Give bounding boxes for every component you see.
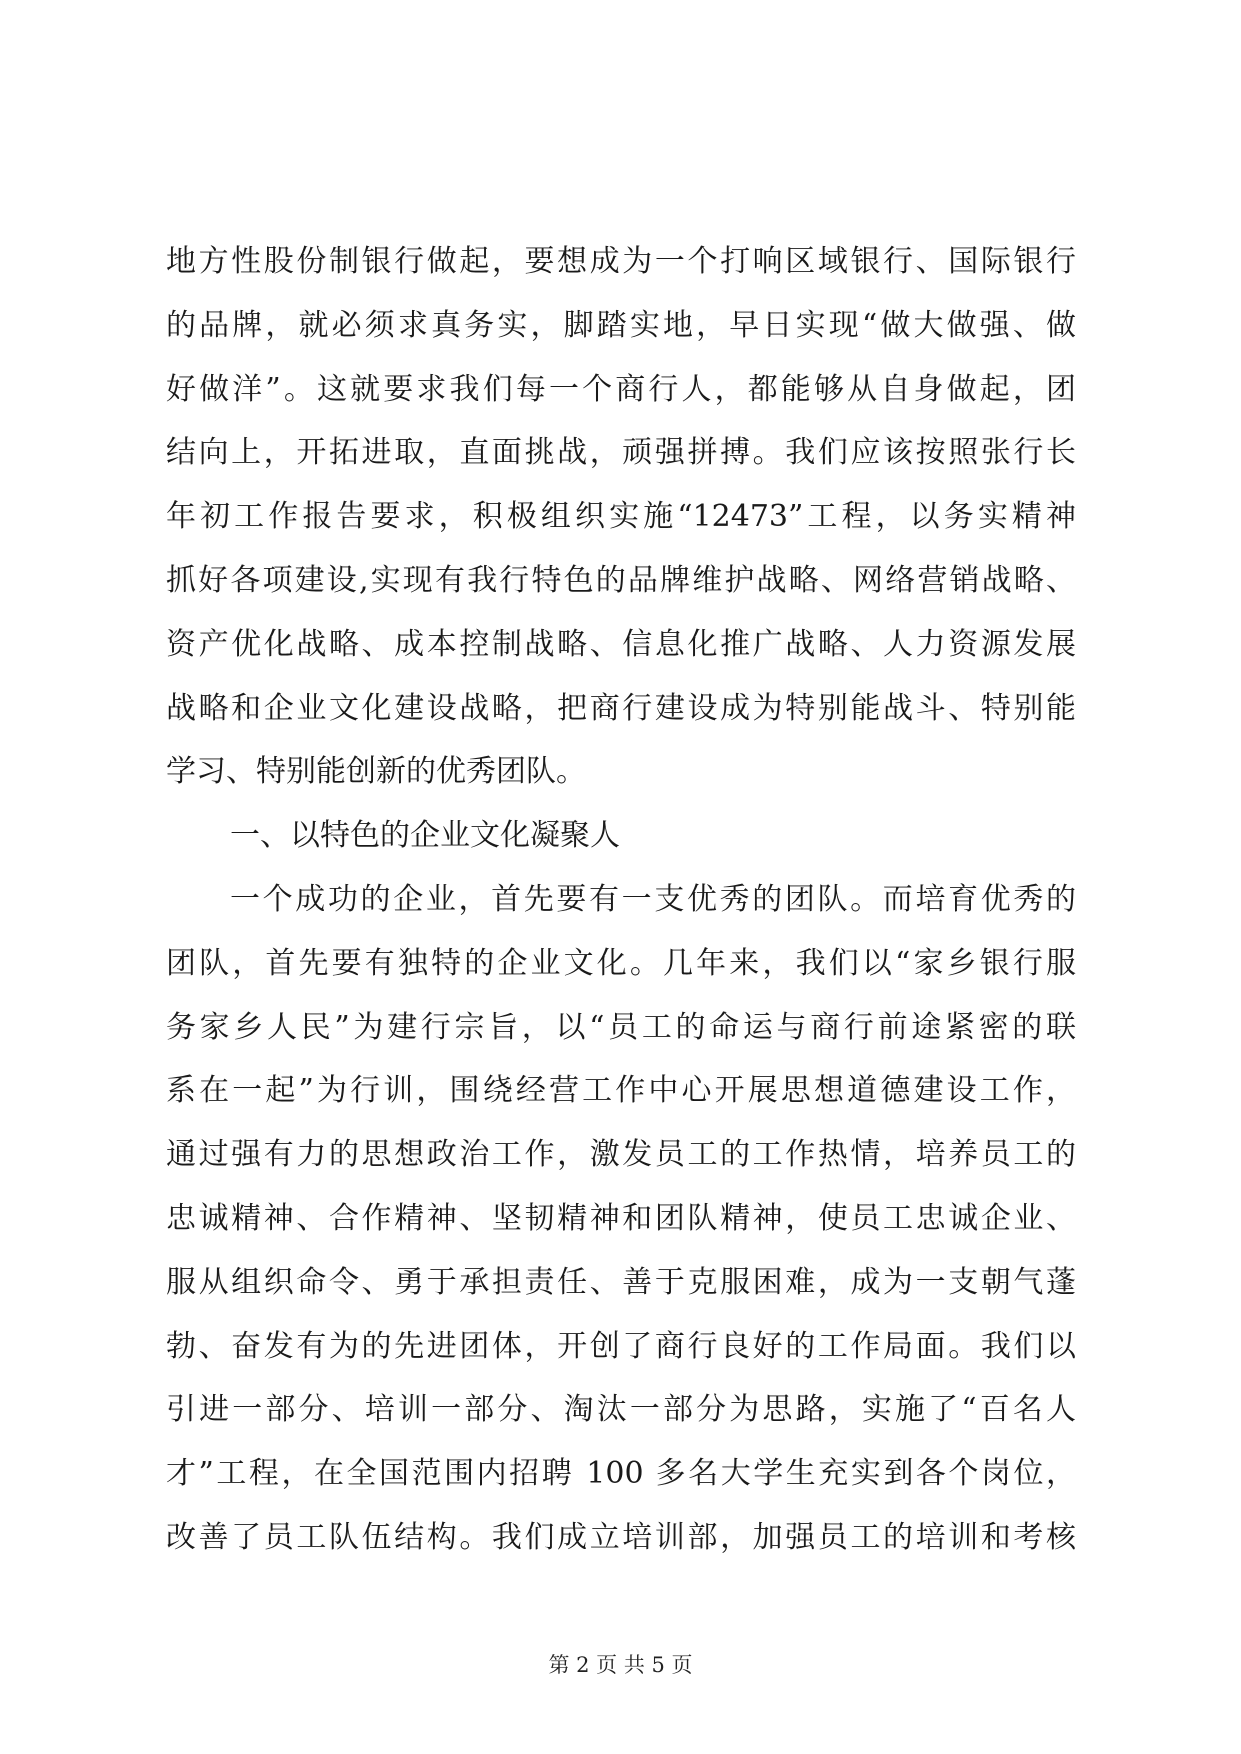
text-line: 一个成功的企业，首先要有一支优秀的团队。而培育优秀的 (230, 881, 1076, 917)
text-line: 的品牌，就必须求真务实，脚踏实地，早日实现“做大做强、做 (166, 307, 1076, 343)
text-line: 才”工程，在全国范围内招聘 100 多名大学生充实到各个岗位， (166, 1456, 1076, 1492)
text-line: 地方性股份制银行做起，要想成为一个打响区域银行、国际银行 (166, 244, 1076, 279)
text-line: 勃、奋发有为的先进团体，开创了商行良好的工作局面。我们以 (166, 1328, 1076, 1364)
body-text (166, 230, 1076, 1570)
text-line: 忠诚精神、合作精神、坚韧精神和团队精神，使员工忠诚企业、 (166, 1200, 1076, 1236)
text-line: 改善了员工队伍结构。我们成立培训部，加强员工的培训和考核 (166, 1519, 1076, 1555)
text-line: 战略和企业文化建设战略，把商行建设成为特别能战斗、特别能 (166, 690, 1076, 726)
text-line: 学习、特别能创新的优秀团队。 (166, 754, 586, 790)
text-line: 通过强有力的思想政治工作，激发员工的工作热情，培养员工的 (166, 1137, 1076, 1173)
page-footer: 第 2 页 共 5 页 (548, 1653, 693, 1677)
text-line: 抓好各项建设,实现有我行特色的品牌维护战略、网络营销战略、 (166, 562, 1076, 598)
text-line: 引进一部分、培训一部分、淘汰一部分为思路，实施了“百名人 (166, 1392, 1076, 1428)
text-line: 结向上，开拓进取，直面挑战，顽强拼搏。我们应该按照张行长 (166, 435, 1076, 471)
text-line: 系在一起”为行训，围绕经营工作中心开展思想道德建设工作， (166, 1073, 1076, 1109)
section-heading: 一、以特色的企业文化凝聚人 (230, 818, 620, 854)
text-line: 资产优化战略、成本控制战略、信息化推广战略、人力资源发展 (166, 626, 1076, 662)
text-line: 好做洋”。这就要求我们每一个商行人，都能够从自身做起，团 (166, 371, 1076, 407)
text-line: 务家乡人民”为建行宗旨，以“员工的命运与商行前途紧密的联 (166, 1009, 1076, 1045)
text-line: 年初工作报告要求，积极组织实施“12473”工程，以务实精神 (166, 499, 1076, 535)
text-line: 服从组织命令、勇于承担责任、善于克服困难，成为一支朝气蓬 (166, 1264, 1076, 1300)
text-line: 团队，首先要有独特的企业文化。几年来，我们以“家乡银行服 (166, 945, 1076, 981)
